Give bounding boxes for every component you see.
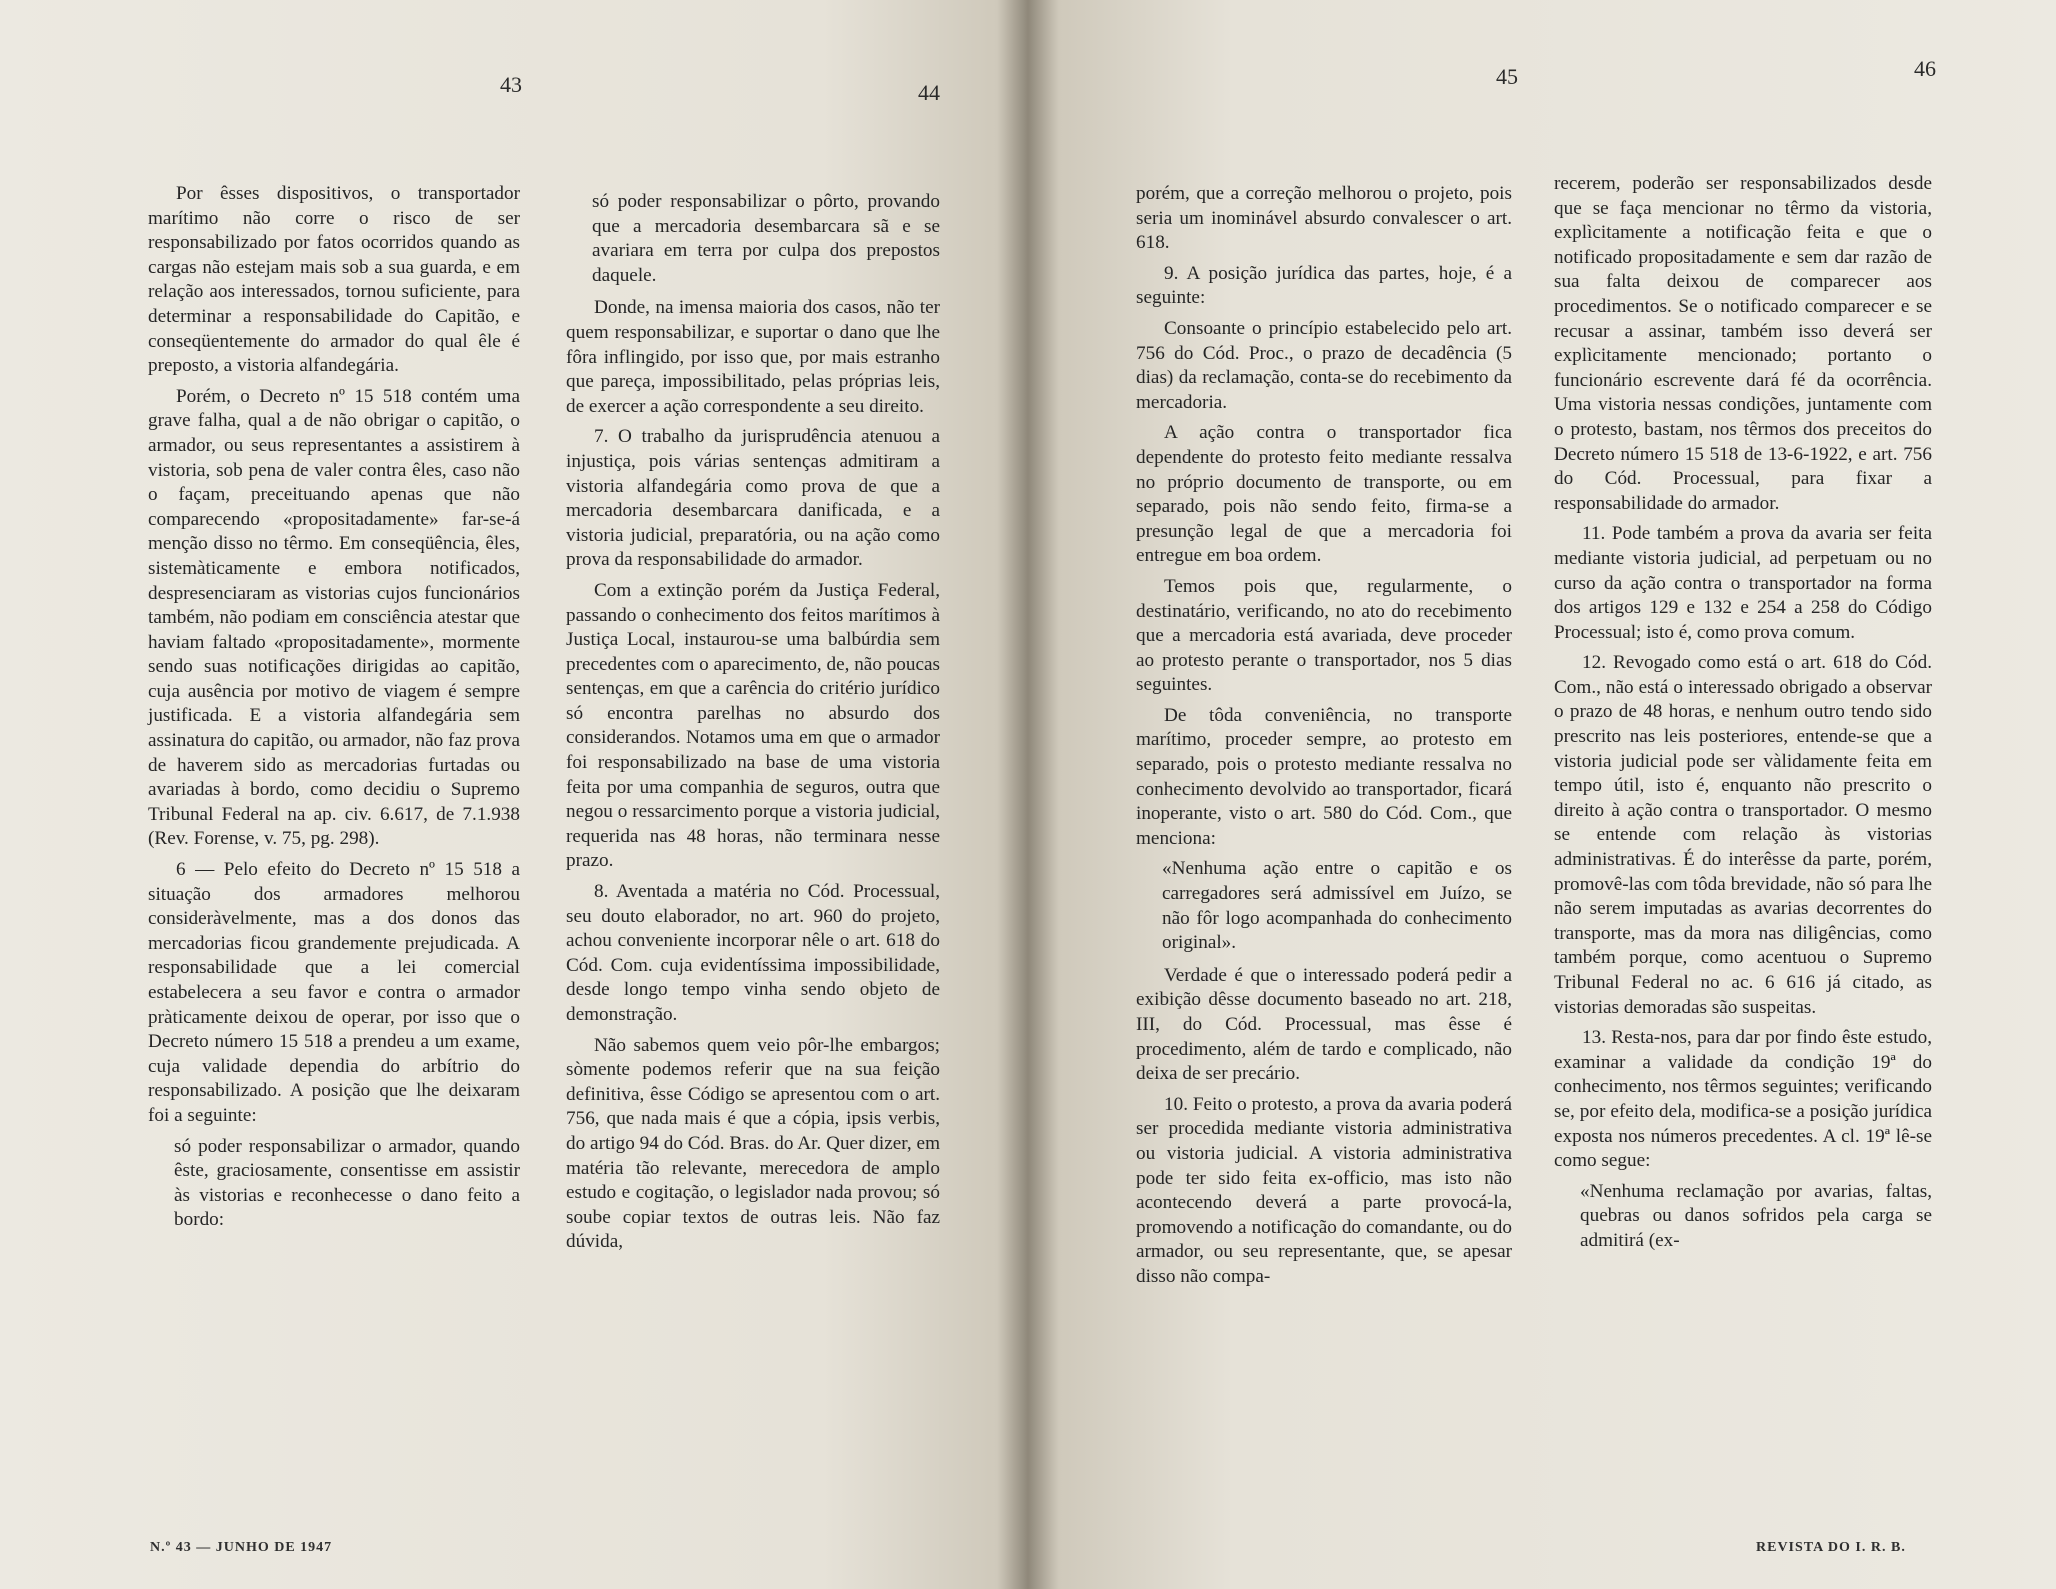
paragraph: Verdade é que o interessado poderá pedir a exibição dêsse documento baseado no art. 218, III, do Cód. Processual, mas êsse é procedimento, além de tardo e complicado, não deixa de ser precário. (1136, 964, 1512, 1085)
paragraph: 8. Aventada a matéria no Cód. Processual, seu douto elaborador, no art. 960 do projeto, achou conveniente incorporar nêle o art. 618 do Cód. Com. cuja evidentíssima impossibilidade, desde longo tempo vinha sendo objeto de demonstração. (566, 881, 940, 1025)
quote (1136, 857, 1512, 955)
quote (1554, 1180, 1932, 1254)
quote (148, 1135, 520, 1233)
paragraph: Não sabemos quem veio pôr-lhe embargos; sòmente podemos referir que na sua feição definitiva, êsse Código se apresentou com o art. 756, que nada mais é que a cópia, ipsis verbis, do artigo 94 do Cód. Bras. do Ar. Quer dizer, em matéria tão relevante, merecedora de amplo estudo e cogitação, o legislador nada provou; só soube copiar textos de outras leis. Não faz dúvida, (566, 1034, 940, 1253)
paragraph: A ação contra o transportador fica dependente do protesto feito mediante ressalva no próprio documento de transporte, ou em separado, pois não sendo feito, firma-se a presunção legal de que a mercadoria foi entregue em boa ordem. (1136, 422, 1512, 567)
quote-text: só poder responsabilizar o armador, quando êste, graciosamente, consentisse em assistir às vistorias e reconhecesse o dano feito a bordo: (174, 1135, 520, 1231)
paragraph: 12. Revogado como está o art. 618 do Cód. Com., não está o interessado obrigado a observar o prazo de 48 horas, e nenhum outro tendo sido prescrito nas leis posteriores, entende-se que a vistoria judicial pode ser vàlidamente feita em tempo útil, isto é, enquanto não prescrito o direito à ação contra o transportador. O mesmo se entende com relação às vistorias administrativas. É do interêsse da parte, porém, promovê-las com tôda brevidade, não só para lhe não serem imputadas as avarias decorrentes do transporte, mas da mora nas diligências, como também porque, como acentuou o Supremo Tribunal Federal no ac. 6 616 já citado, as vistorias demoradas são suspeitas. (1554, 652, 1932, 1018)
paragraph: Por êsses dispositivos, o transportador marítimo não corre o risco de ser responsabilizado por fatos ocorridos quando as cargas não estejam mais sob a sua guarda, e em relação aos interessados, tornou suficiente, para determinar a responsabilidade do Capitão, e conseqüentemente do armador do qual êle é preposto, a vistoria alfandegária. (148, 183, 520, 377)
quote (566, 190, 940, 288)
footer-journal: REVISTA DO I. R. B. (1756, 1540, 1906, 1555)
paragraph: De tôda conveniência, no transporte marítimo, proceder sempre, ao protesto em separado, pois o protesto mediante ressalva no conhecimento devolvido ao transportador, ficará inoperante, visto o art. 580 do Cód. Com., que menciona: (1136, 704, 1512, 849)
paragraph: porém, que a correção melhorou o projeto, pois seria um inominável absurdo convalescer o art. 618. (1136, 183, 1512, 254)
paragraph: 11. Pode também a prova da avaria ser feita mediante vistoria judicial, ad perpetuam ou no curso da ação contra o transportador na forma dos artigos 129 e 132 e 254 a 258 do Código Processual; isto é, como prova comum. (1554, 523, 1932, 643)
paragraph: Porém, o Decreto nº 15 518 contém uma grave falha, qual a de não obrigar o capitão, o armador, ou seus representantes a assistirem à vistoria, sob pena de valer contra êles, caso não o façam, preceituando apenas que não comparecendo «propositadamente» far-se-á menção disso no têrmo. Em conseqüência, êles, sistemàticamente e embora notificados, despresenciaram as vistorias cujos funcionários também, não podiam em consciência atestar que haviam faltado «propositadamente», mormente sendo suas notificações dirigidas ao capitão, cuja ausência por motivo de viagem é sempre justificada. E a vistoria alfandegária sem assinatura do capitão, ou armador, não faz prova de haverem sido as mercadorias furtadas ou avariadas à bordo, como decidiu o Supremo Tribunal Federal na ap. civ. 6.617, de 7.1.938 (Rev. Forense, v. 75, pg. 298). (148, 385, 520, 850)
paragraph: Temos pois que, regularmente, o destinatário, verificando, no ato do recebimento que a mercadoria está avariada, deve proceder ao protesto perante o transportador, nos 5 dias seguintes. (1136, 575, 1512, 696)
page-number-44: 44 (918, 80, 940, 105)
column-page-45 (1136, 182, 1512, 1296)
quote-text: «Nenhuma ação entre o capitão e os carregadores será admissível em Juízo, se não fôr logo acompanhada do conhecimento original». (1162, 858, 1512, 954)
paragraph: 9. A posição jurídica das partes, hoje, é a seguinte: (1136, 262, 1512, 309)
paragraph: 13. Resta-nos, para dar por findo êste estudo, examinar a validade da condição 19ª do conhecimento, nos têrmos seguintes; verificando se, por efeito dela, modifica-se a posição jurídica exposta nos números precedentes. A cl. 19ª lê-se como segue: (1554, 1027, 1932, 1172)
paragraph: 7. O trabalho da jurisprudência atenuou a injustiça, pois várias sentenças admitiram a vistoria alfandegária como prova de que a mercadoria desembarcara danificada, e a vistoria judicial, preparatória, ou na ação como prova da responsabilidade do armador. (566, 426, 940, 571)
column-page-43 (148, 182, 520, 1241)
column-page-44 (566, 190, 940, 1261)
footer-issue: N.º 43 — JUNHO DE 1947 (150, 1540, 333, 1555)
quote-text: «Nenhuma reclamação por avarias, faltas, quebras ou danos sofridos pela carga se admitirá (ex- (1580, 1180, 1932, 1251)
paragraph: recerem, poderão ser responsabilizados desde que se faça mencionar no têrmo da vistoria, explìcitamente a notificação feita e que o notificado propositadamente e sem dar razão de sua falta deixou de comparecer aos procedimentos. Se o notificado comparecer e se recusar a assinar, também isso deverá ser explìcitamente mencionado; portanto o funcionário escrevente dará fé da ocorrência. Uma vistoria nessas condições, juntamente com o protesto, bastam, nos têrmos dos preceitos do Decreto número 15 518 de 13-6-1922, e art. 756 do Cód. Processual, para fixar a responsabilidade do armador. (1554, 173, 1932, 514)
paragraph: 6 — Pelo efeito do Decreto nº 15 518 a situação dos armadores melhorou consideràvelmente, mas a dos donos das mercadorias ficou grandemente prejudicada. A responsabilidade que a lei comercial estabelecera a seu favor e contra o armador pràticamente deixou de operar, por isso que o Decreto número 15 518 a prendeu a um exame, cuja validade dependia do arbítrio do responsabilizado. A posição que lhe deixaram foi a seguinte: (148, 859, 520, 1126)
paragraph: Donde, na imensa maioria dos casos, não ter quem responsabilizar, e suportar o dano que lhe fôra inflingido, por isso que, por mais estranho que pareça, impossibilitado, pelas próprias leis, de exercer a ação correspondente a seu direito. (566, 297, 940, 417)
page-number-43: 43 (500, 72, 522, 97)
quote-text: só poder responsabilizar o pôrto, provando que a mercadoria desembarcara sã e se avariara em terra por culpa dos prepostos daquele. (592, 191, 940, 286)
right-leaf (1028, 0, 2056, 1589)
column-page-46 (1554, 172, 1932, 1262)
paragraph: 10. Feito o protesto, a prova da avaria poderá ser procedida mediante vistoria administrativa ou vistoria judicial. A vistoria administrativa pode ter sido feita ex-officio, mas isto não acontecendo deverá a parte provocá-la, promovendo a notificação do comandante, ou do armador, ou seu representante, que, se apesar disso não compa- (1136, 1093, 1512, 1287)
page-number-45: 45 (1496, 64, 1518, 89)
paragraph: Consoante o princípio estabelecido pelo art. 756 do Cód. Proc., o prazo de decadência (5 dias) da reclamação, conta-se do recebimento da mercadoria. (1136, 317, 1512, 413)
page-number-46: 46 (1914, 56, 1936, 81)
paragraph: Com a extinção porém da Justiça Federal, passando o conhecimento dos feitos marítimos à Justiça Local, instaurou-se uma balbúrdia sem precedentes com o aparecimento, de, não poucas sentenças, em que a carência do critério jurídico só encontra parelhas no absurdo dos considerandos. Notamos uma em que o armador foi responsabilizado na base de uma vistoria feita por uma companhia de seguros, outra que negou o ressarcimento porque a vistoria judicial, requerida nas 48 horas, não terminara nesse prazo. (566, 579, 940, 872)
